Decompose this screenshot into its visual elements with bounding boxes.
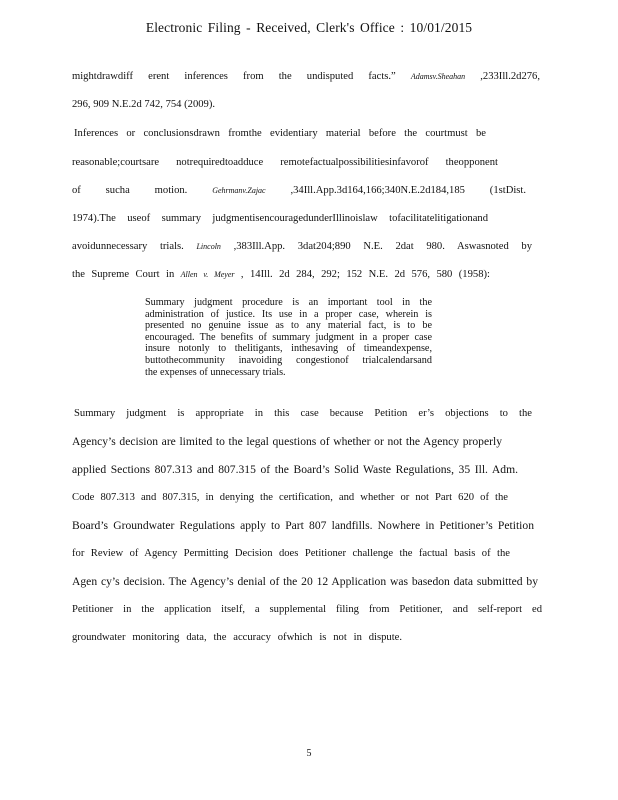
body-line: Code 807.313 and 807.315, in denying the certification, and whether or not Part 620 of the — [72, 492, 508, 503]
body-line: Agency’s decision are limited to the legal questions of whether or not the Agency properly — [72, 435, 502, 448]
body-line: Petitioner in the application itself, a supplemental filing from Petitioner, and self-report ed — [72, 604, 542, 615]
body-line: avoidunnecessary trials. Lincoln ,383Ill.App. 3dat204;890 N.E. 2dat 980. Aswasnoted by — [72, 241, 532, 252]
quote-line: buttothecommunity inavoiding congestionof trialcalendarsand — [145, 354, 432, 366]
body-line: Agen cy’s decision. The Agency’s denial of the 20 12 Application was basedon data submitted by — [72, 575, 538, 588]
body-line: Inferences or conclusionsdrawn fromthe evidentiary material before the courtmust be — [74, 128, 486, 139]
body-line: reasonable;courtsare notrequiredtoadduce remotefactualpossibilitiesinfavorof theopponent — [72, 157, 498, 168]
case-citation: Adamsv.Sheahan — [410, 72, 466, 81]
quote-line: the expenses of unnecessary trials. — [145, 366, 286, 378]
page-number: 5 — [306, 748, 312, 759]
body-line: of sucha motion. Gehrmanv.Zajac ,34Ill.App.3d164,166;340N.E.2d184,185 (1stDist. — [72, 185, 526, 196]
body-line: Board’s Groundwater Regulations apply to Part 807 landfills. Nowhere in Petitioner’s Petition — [72, 519, 534, 532]
body-line: groundwater monitoring data, the accuracy ofwhich is not in dispute. — [72, 632, 402, 643]
body-line: the Supreme Court in Allen v. Meyer , 14Ill. 2d 284, 292; 152 N.E. 2d 576, 580 (1958): — [72, 269, 490, 280]
body-line: 296, 909 N.E.2d 742, 754 (2009). — [72, 99, 216, 110]
quote-line: Summary judgment procedure is an important tool in the — [145, 297, 432, 308]
case-citation: Gehrmanv.Zajac — [212, 186, 266, 195]
body-line: for Review of Agency Permitting Decision does Petitioner challenge the factual basis of the — [72, 548, 510, 559]
block-quote — [145, 297, 432, 378]
quote-line: administration of justice. Its use in a proper case, wherein is — [145, 308, 432, 320]
case-citation: Allen v. Meyer — [180, 270, 235, 279]
case-citation: Lincoln — [196, 242, 221, 251]
quote-line: presented no genuine issue as to any material fact, is to be — [145, 320, 432, 332]
filing-stamp-header: Electronic Filing - Received, Clerk's Office : 10/01/2015 — [145, 20, 473, 35]
body-line: mightdrawdiff erent inferences from the undisputed facts.” Adamsv.Sheahan ,233Ill.2d276, — [72, 71, 540, 82]
body-line: Summary judgment is appropriate in this case because Petition er’s objections to the — [74, 408, 532, 419]
quote-line: insure notonly to thelitigants, inthesaving of timeandexpense, — [145, 343, 432, 355]
body-line: 1974).The useof summary judgmentisencouragedunderIllinoislaw tofacilitatelitigationand — [72, 213, 488, 224]
body-line: applied Sections 807.313 and 807.315 of the Board’s Solid Waste Regulations, 35 Ill. Adm. — [72, 463, 518, 476]
quote-line: encouraged. The benefits of summary judgment in a proper case — [145, 331, 432, 343]
